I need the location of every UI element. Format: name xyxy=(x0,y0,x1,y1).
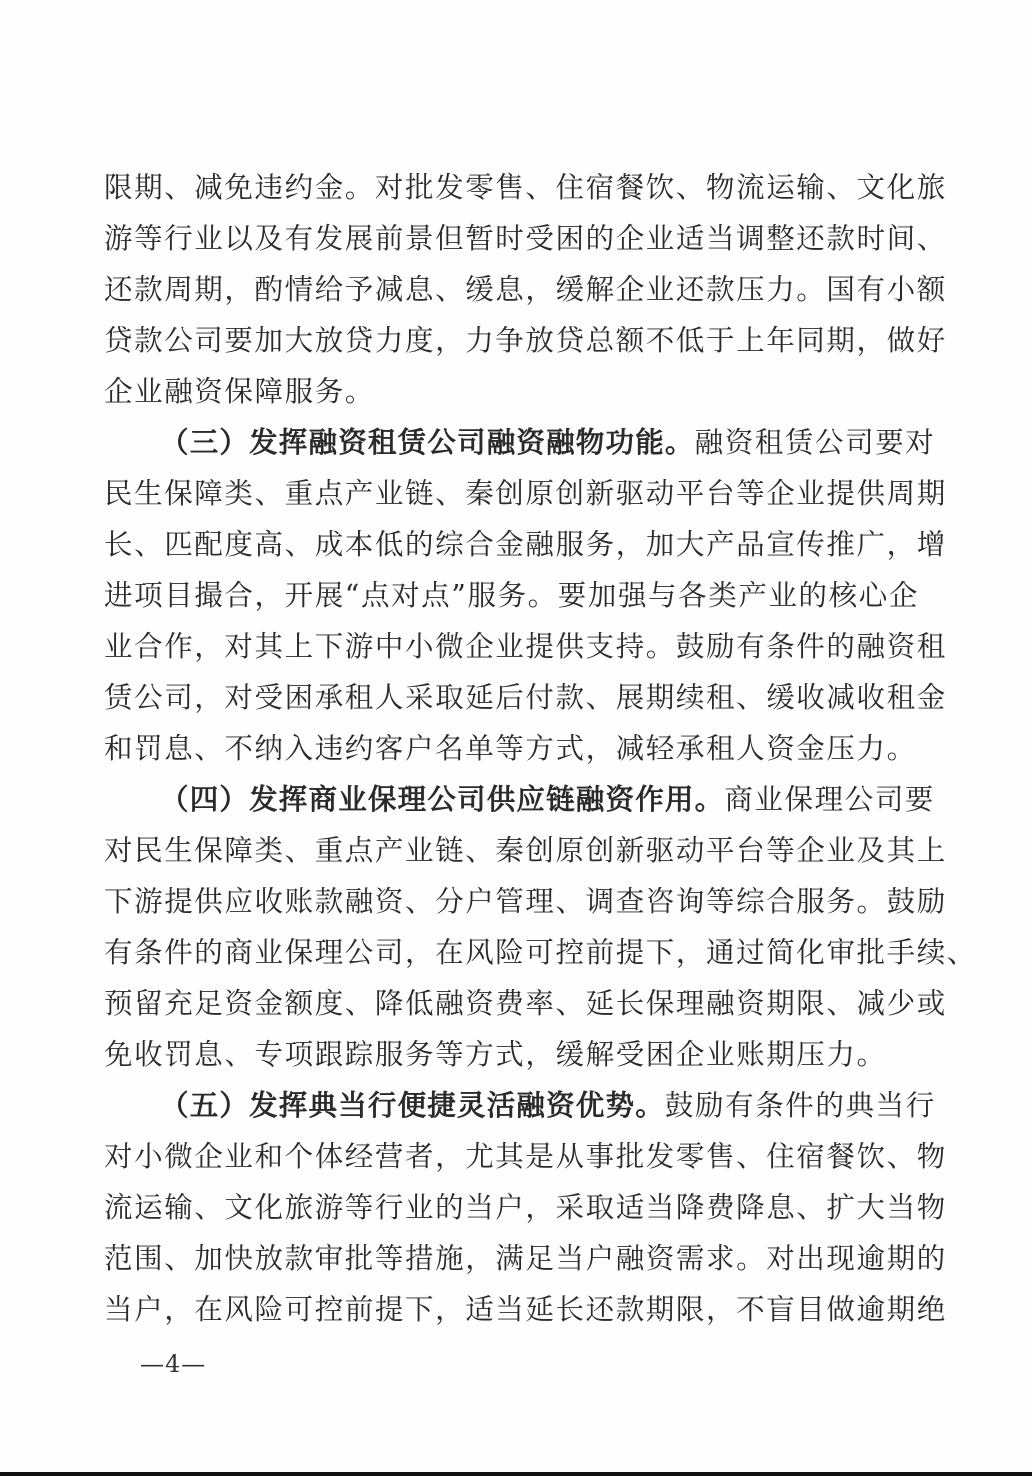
section-5-text: 鼓励有条件的典当行 xyxy=(664,1089,936,1122)
section-3-heading: （三）发挥融资租赁公司融资融物功能。 xyxy=(160,425,695,459)
body-text xyxy=(104,162,977,1335)
page-number: —4— xyxy=(140,1350,207,1378)
text-line: 业合作，对其上下游中小微企业提供支持。鼓励有条件的融资租 xyxy=(104,630,947,663)
text-line: 下游提供应收账款融资、分户管理、调查咨询等综合服务。鼓励 xyxy=(104,885,947,918)
section-4-heading: （四）发挥商业保理公司供应链融资作用。 xyxy=(160,782,725,816)
text-line: 对民生保障类、重点产业链、秦创原创新驱动平台等企业及其上 xyxy=(104,834,947,867)
text-line: 预留充足资金额度、降低融资费率、延长保理融资期限、减少或 xyxy=(104,987,947,1020)
text-line: 赁公司，对受困承租人采取延后付款、展期续租、缓收减收租金 xyxy=(104,681,947,714)
text-line: 和罚息、不纳入违约客户名单等方式，减轻承租人资金压力。 xyxy=(104,732,917,765)
text-line: 还款周期，酌情给予减息、缓息，缓解企业还款压力。国有小额 xyxy=(104,273,947,306)
section-5-heading: （五）发挥典当行便捷灵活融资优势。 xyxy=(160,1088,665,1122)
text-line: 限期、减免违约金。对批发零售、住宿餐饮、物流运输、文化旅 xyxy=(104,171,947,204)
text-line: 对小微企业和个体经营者，尤其是从事批发零售、住宿餐饮、物 xyxy=(104,1140,947,1173)
section-5-first-line xyxy=(104,1080,936,1131)
section-4-first-line xyxy=(104,774,936,825)
text-line: 贷款公司要加大放贷力度，力争放贷总额不低于上年同期，做好 xyxy=(104,324,947,357)
text-line: 长、匹配度高、成本低的综合金融服务，加大产品宣传推广，增 xyxy=(104,528,947,561)
section-3-first-line xyxy=(104,417,936,468)
section-3-text: 融资租赁公司要对 xyxy=(694,426,936,459)
text-line: 游等行业以及有发展前景但暂时受困的企业适当调整还款时间、 xyxy=(104,222,947,255)
text-line: 当户，在风险可控前提下，适当延长还款期限，不盲目做逾期绝 xyxy=(104,1293,947,1326)
text-line: 范围、加快放款审批等措施，满足当户融资需求。对出现逾期的 xyxy=(104,1242,947,1275)
page-bottom-edge xyxy=(0,1472,1032,1476)
text-line: 免收罚息、专项跟踪服务等方式，缓解受困企业账期压力。 xyxy=(104,1038,887,1071)
text-line: 企业融资保障服务。 xyxy=(104,375,375,408)
text-line: 民生保障类、重点产业链、秦创原创新驱动平台等企业提供周期 xyxy=(104,477,947,510)
text-line: 流运输、文化旅游等行业的当户，采取适当降费降息、扩大当物 xyxy=(104,1191,947,1224)
section-4-text: 商业保理公司要 xyxy=(724,783,936,816)
text-line: 进项目撮合，开展“点对点”服务。要加强与各类产业的核心企 xyxy=(104,579,919,612)
text-line: 有条件的商业保理公司，在风险可控前提下，通过简化审批手续、 xyxy=(104,936,977,969)
